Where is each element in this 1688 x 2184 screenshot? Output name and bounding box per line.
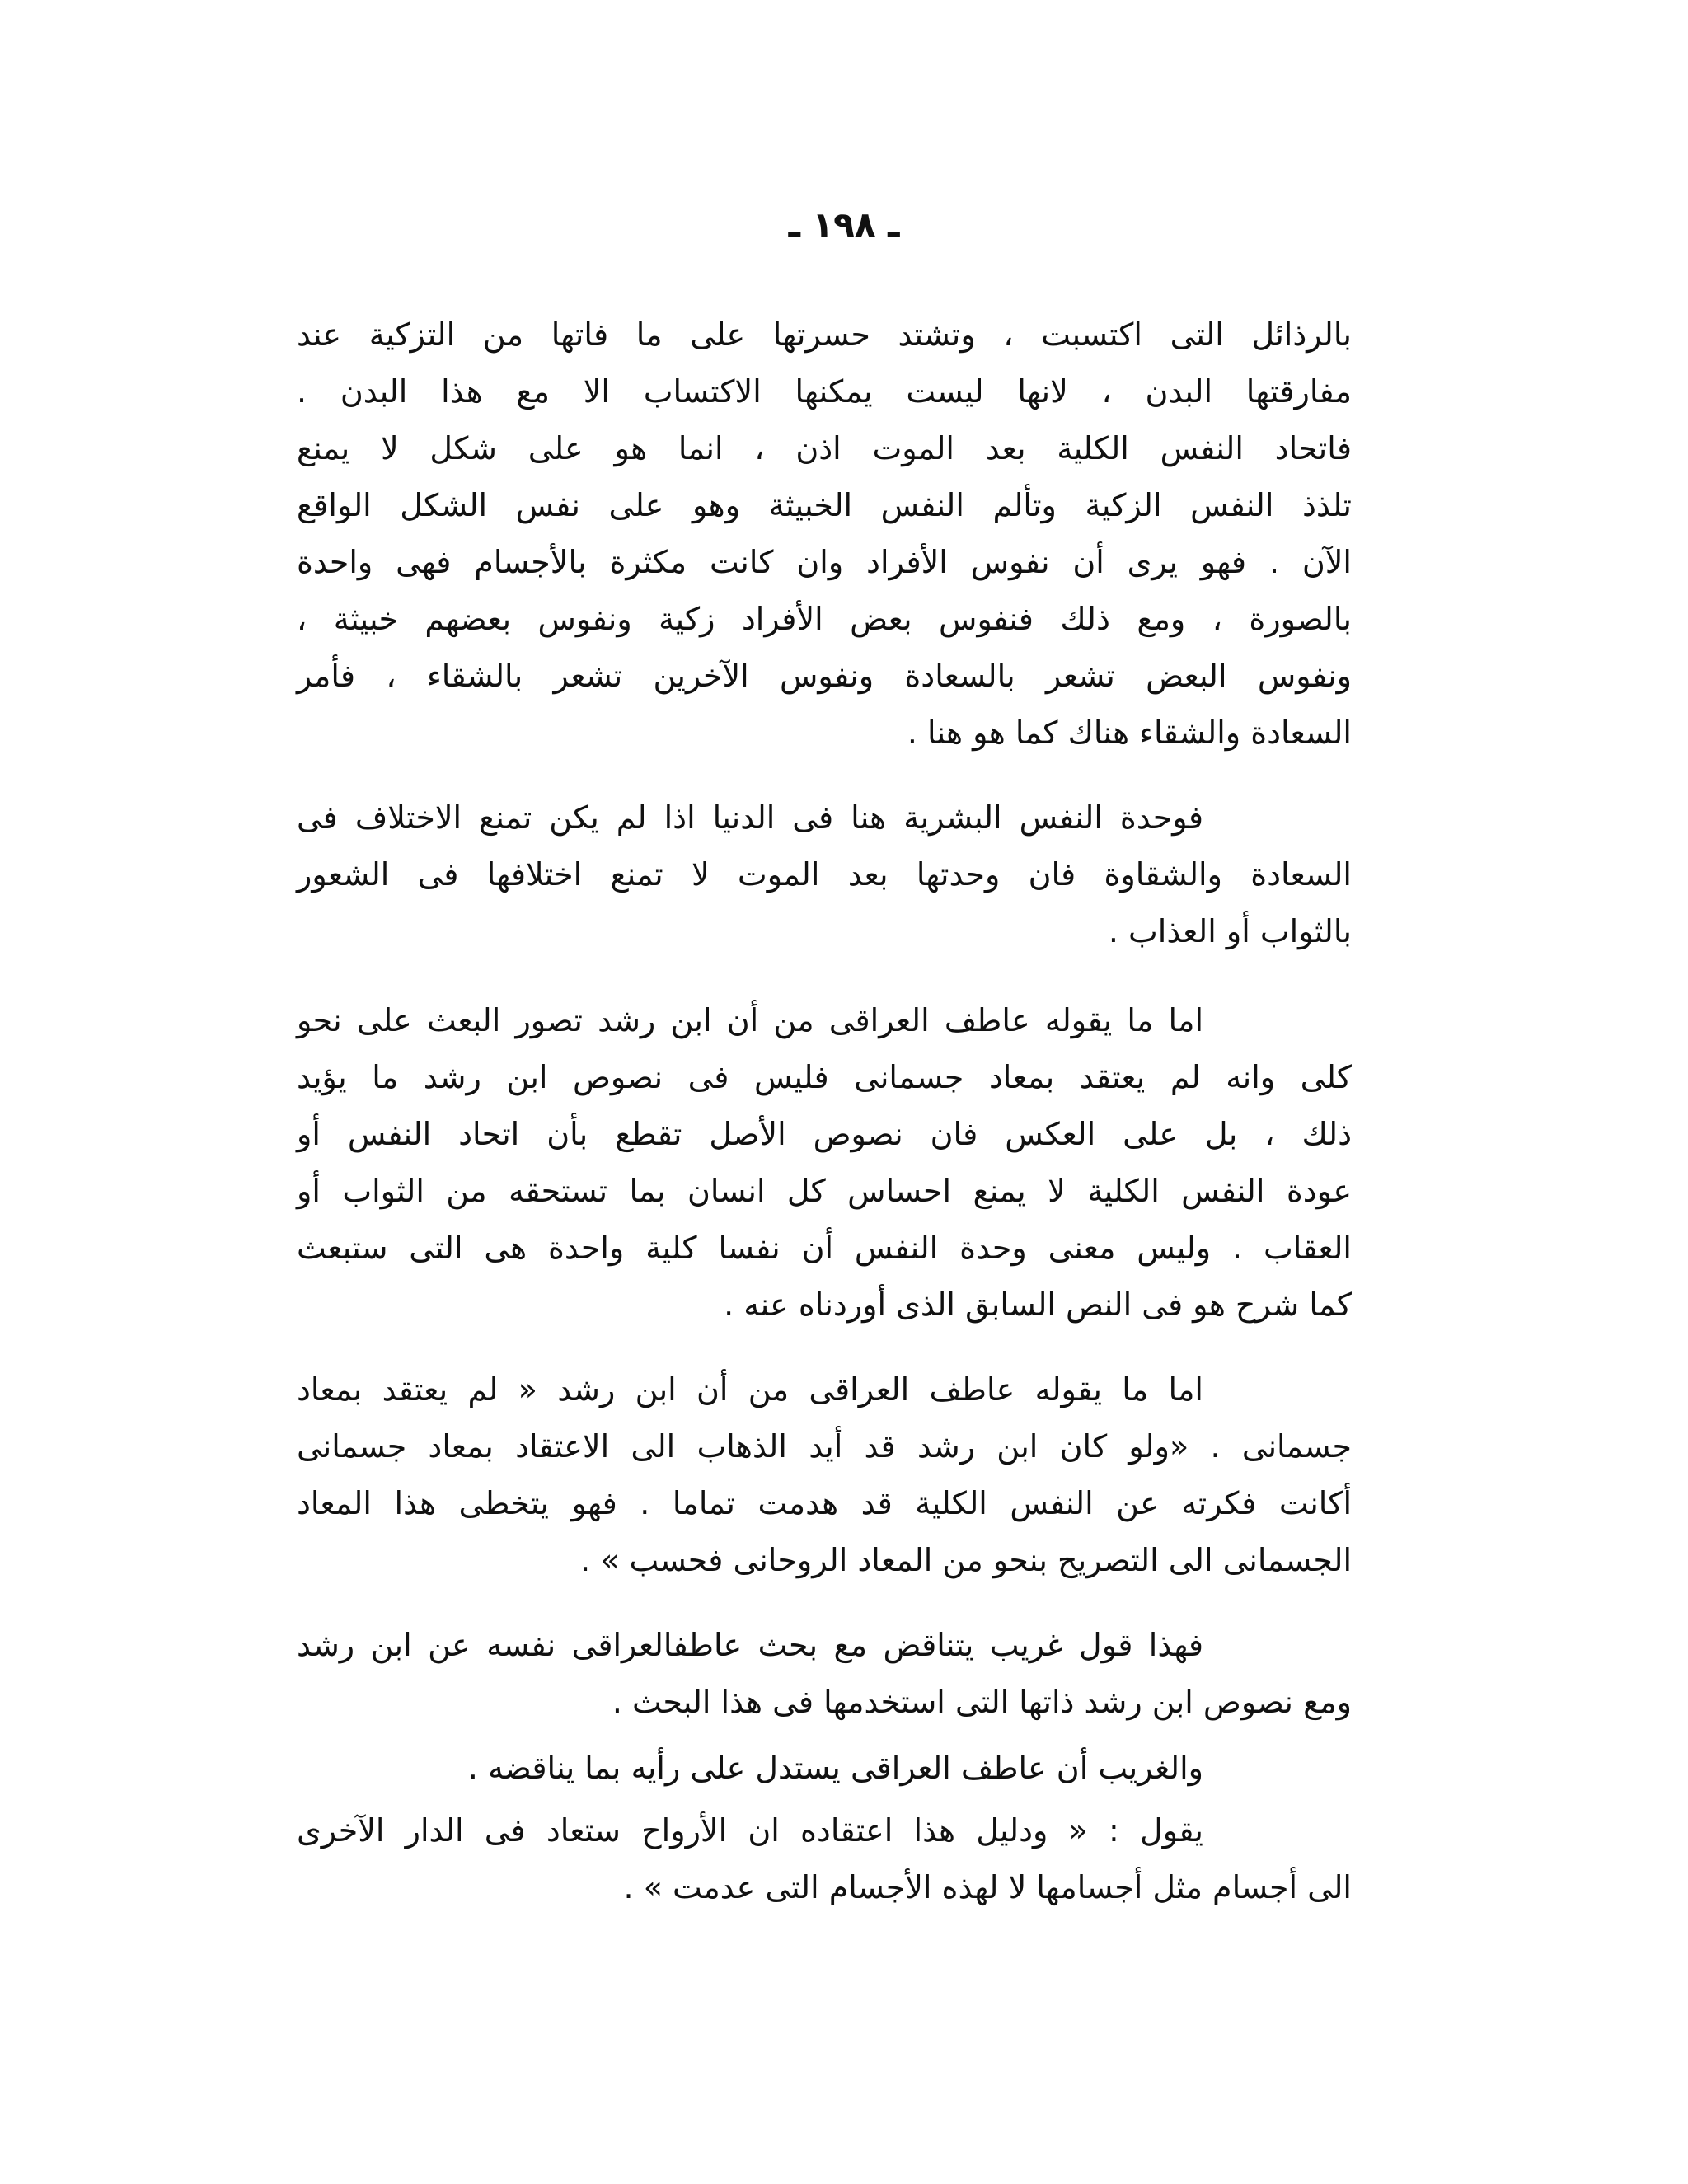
text-line: والغريب أن عاطف العراقى يستدل على رأيه بما يناقضه .	[467, 1750, 1203, 1786]
text-line: كلى وانه لم يعتقد بمعاد جسمانى فليس فى نصوص ابن رشد ما يؤيد	[297, 1059, 1352, 1095]
paragraph-4	[297, 1361, 1352, 1589]
text-line: ونفوس البعض تشعر بالسعادة ونفوس الآخرين تشعر بالشقاء ، فأمر	[297, 658, 1352, 694]
text-line: ومع نصوص ابن رشد ذاتها التى استخدمها فى هذا البحث .	[612, 1684, 1352, 1720]
text-line: اما ما يقوله عاطف العراقى من أن ابن رشد تصور البعث على نحو	[297, 1002, 1203, 1038]
text-line: الى أجسام مثل أجسامها لا لهذه الأجسام التى عدمت » .	[623, 1869, 1352, 1905]
text-line: بالرذائل التى اكتسبت ، وتشتد حسرتها على ما فاتها من التزكية عند	[297, 316, 1352, 353]
paragraph-3	[297, 992, 1352, 1333]
paragraph-2	[297, 790, 1352, 960]
text-line: فوحدة النفس البشرية هنا فى الدنيا اذا لم يكن تمنع الاختلاف فى	[297, 799, 1203, 836]
text-line: جسمانى . «ولو كان ابن رشد قد أيد الذهاب الى الاعتقاد بمعاد جسمانى	[297, 1428, 1352, 1465]
paragraph-6	[297, 1740, 1352, 1797]
text-line: عودة النفس الكلية لا يمنع احساس كل انسان بما تستحقه من الثواب أو	[297, 1173, 1352, 1209]
text-line: العقاب . وليس معنى وحدة النفس أن نفسا كلية واحدة هى التى ستبعث	[297, 1230, 1352, 1266]
paragraph-7	[297, 1802, 1352, 1916]
text-line: يقول : « ودليل هذا اعتقاده ان الأرواح ستعاد فى الدار الآخرى	[297, 1812, 1203, 1849]
text-line: الجسمانى الى التصريح بنحو من المعاد الروحانى فحسب » .	[580, 1542, 1352, 1578]
text-line: السعادة والشقاوة فان وحدتها بعد الموت لا تمنع اختلافها فى الشعور	[297, 856, 1352, 893]
text-line: مفارقتها البدن ، لانها ليست يمكنها الاكتساب الا مع هذا البدن .	[297, 373, 1352, 410]
page-number: ـ ١٩٨ ـ	[788, 204, 900, 245]
text-line: تلذذ النفس الزكية وتألم النفس الخبيثة وهو على نفس الشكل الواقع	[297, 487, 1352, 523]
text-line: فاتحاد النفس الكلية بعد الموت اذن ، انما هو على شكل لا يمنع	[297, 430, 1352, 466]
paragraph-5	[297, 1617, 1352, 1731]
text-line: بالثواب أو العذاب .	[1108, 913, 1352, 949]
text-line: اما ما يقوله عاطف العراقى من أن ابن رشد « لم يعتقد بمعاد	[297, 1371, 1203, 1408]
text-line: السعادة والشقاء هناك كما هو هنا .	[907, 715, 1352, 751]
text-line: بالصورة ، ومع ذلك فنفوس بعض الأفراد زكية ونفوس بعضهم خبيثة ،	[297, 601, 1352, 637]
paragraph-1	[297, 307, 1352, 762]
text-line: ذلك ، بل على العكس فان نصوص الأصل تقطع بأن اتحاد النفس أو	[297, 1116, 1352, 1152]
text-line: فهذا قول غريب يتناقض مع بحث عاطفالعراقى نفسه عن ابن رشد	[297, 1627, 1203, 1663]
text-line: أكانت فكرته عن النفس الكلية قد هدمت تماما . فهو يتخطى هذا المعاد	[297, 1485, 1352, 1521]
text-line: الآن . فهو يرى أن نفوس الأفراد وان كانت مكثرة بالأجسام فهى واحدة	[297, 544, 1352, 580]
text-line: كما شرح هو فى النص السابق الذى أوردناه عنه .	[724, 1286, 1352, 1323]
